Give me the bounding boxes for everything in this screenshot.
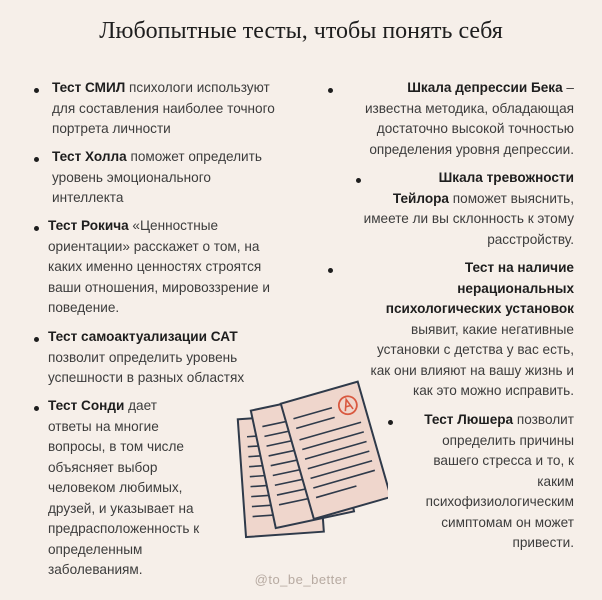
item-name: Тест Рокича: [48, 218, 129, 233]
item-text: портрета личности: [52, 121, 171, 136]
bullet: [388, 420, 393, 425]
item-text: определения уровня депрессии.: [369, 141, 574, 157]
item-name: Тест самоактуализации САТ: [48, 329, 238, 344]
bullet: [34, 157, 39, 162]
item-text: достаточно высокой точностью: [376, 121, 574, 136]
item-text: вашего стресса и то, к: [433, 453, 574, 468]
list-item: [48, 216, 323, 319]
bullet: [34, 88, 39, 93]
papers-illustration: [228, 378, 388, 558]
item-text: ответы на многие: [48, 418, 159, 434]
item-text: ваши отношения, мировоззрение и: [48, 279, 270, 295]
item-text: позволит: [513, 412, 574, 427]
item-text: имеете ли вы склонность к этому: [363, 211, 574, 226]
item-text: каким: [537, 473, 574, 489]
item-text: объясняет выбор: [48, 459, 158, 475]
item-name: Шкала тревожности: [438, 170, 574, 185]
item-name: Тейлора: [392, 190, 449, 206]
list-item: [52, 147, 322, 209]
item-text: определенным: [48, 541, 143, 557]
item-text: дает: [124, 398, 157, 413]
item-text: поведение.: [48, 300, 120, 315]
item-text: человеком любимых,: [48, 480, 183, 495]
page-title: Любопытные тесты, чтобы понять себя: [99, 18, 503, 44]
item-text: расстройству.: [487, 231, 574, 247]
item-name: Тест Сонди: [48, 398, 125, 413]
item-text: поможет выяснить,: [449, 190, 574, 206]
item-text: психофизиологическим: [425, 494, 574, 509]
item-text: для составления наиболее точного: [52, 100, 275, 116]
item-name: Тест Люшера: [424, 412, 514, 427]
item-name: Шкала депрессии Бека: [407, 80, 563, 95]
list-item: [52, 78, 322, 140]
item-text: позволит определить уровень: [48, 349, 238, 365]
item-name: Тест на наличие: [464, 260, 574, 275]
bullet: [34, 226, 39, 231]
item-text: предрасположенность к: [48, 521, 200, 536]
item-text: привести.: [512, 535, 574, 550]
item-text: заболеваниям.: [48, 562, 143, 577]
list-item: [330, 168, 574, 250]
item-text: ориентации» расскажет о том, на: [48, 238, 260, 254]
list-item: [48, 396, 233, 581]
item-text: уровень эмоционального: [52, 169, 211, 185]
item-text: интеллекта: [52, 190, 124, 205]
item-text: известна методика, обладающая: [364, 100, 574, 116]
item-name: психологических установок: [385, 301, 574, 316]
author-handle: @to_be_better: [254, 572, 348, 587]
bullet: [34, 406, 39, 411]
item-name: нерациональных: [457, 280, 574, 296]
bullet: [34, 337, 39, 342]
item-text: вопросы, в том числе: [48, 439, 184, 454]
item-text: как они влияют на вашу жизнь и: [370, 362, 574, 378]
item-text: выявит, какие негативные: [411, 321, 574, 337]
item-name: Тест СМИЛ: [52, 80, 126, 95]
item-text: успешности в разных областях: [48, 370, 245, 385]
list-item: [395, 410, 574, 554]
item-text: –: [562, 80, 574, 95]
item-text: каких именно ценностях строятся: [48, 259, 262, 274]
list-item: [330, 78, 574, 160]
item-name: Тест Холла: [52, 149, 127, 164]
item-text: как это можно исправить.: [412, 383, 574, 398]
item-text: установки с детства у вас есть,: [376, 342, 574, 357]
item-text: друзей, и указывает на: [48, 500, 194, 516]
item-text: «Ценностные: [128, 218, 219, 233]
item-text: определить причины: [442, 432, 574, 448]
item-text: психологи используют: [125, 80, 270, 95]
item-text: симптомам он может: [441, 514, 574, 530]
item-text: поможет определить: [126, 149, 262, 164]
